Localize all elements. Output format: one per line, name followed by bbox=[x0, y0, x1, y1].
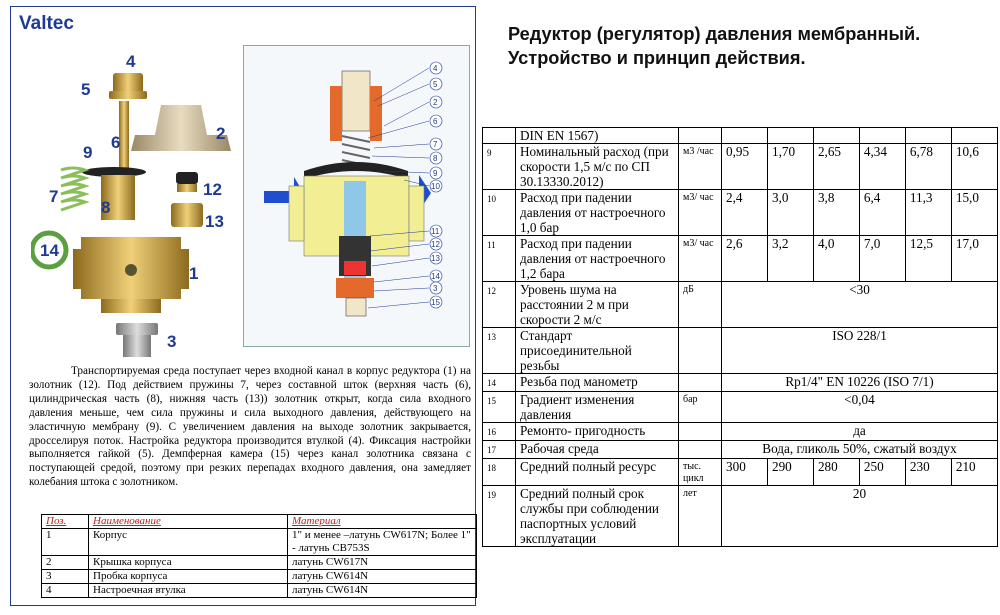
parts-table-row bbox=[42, 529, 477, 556]
spec-row-value: 300 bbox=[722, 459, 768, 486]
spec-row-name: Резьба под манометр bbox=[516, 374, 679, 392]
svg-text:14: 14 bbox=[40, 241, 59, 260]
brand-logo: Valtec bbox=[19, 13, 74, 34]
part-material: 1" и менее –латунь CW617N; Более 1" - латунь CB753S bbox=[288, 529, 477, 556]
spec-row-unit bbox=[679, 423, 722, 441]
svg-text:5: 5 bbox=[433, 80, 438, 89]
spring-section bbox=[342, 136, 370, 166]
spec-row-name: DIN EN 1567) bbox=[516, 128, 679, 144]
spec-row bbox=[483, 128, 998, 144]
svg-text:4: 4 bbox=[126, 52, 136, 71]
part-name: Крышка корпуса bbox=[89, 556, 288, 570]
title-line-1: Редуктор (регулятор) давления мембранный. bbox=[508, 24, 921, 44]
svg-text:7: 7 bbox=[433, 140, 438, 149]
spec-row-unit: бар bbox=[679, 392, 722, 423]
spec-row-value bbox=[951, 128, 997, 144]
spec-row-value: 12,5 bbox=[905, 236, 951, 282]
spec-row-unit: дБ bbox=[679, 282, 722, 328]
spec-row-value: 2,65 bbox=[813, 144, 859, 190]
header-name: Наименование bbox=[89, 515, 288, 529]
spec-row-number: 14 bbox=[483, 374, 516, 392]
part-pos: 3 bbox=[42, 570, 89, 584]
part-stem-13 bbox=[171, 203, 203, 227]
spec-row bbox=[483, 423, 998, 441]
spec-row-value: 10,6 bbox=[951, 144, 997, 190]
part-material: латунь CW614N bbox=[288, 570, 477, 584]
svg-text:11: 11 bbox=[431, 227, 440, 236]
spec-row-value: 3,0 bbox=[767, 190, 813, 236]
spec-row bbox=[483, 190, 998, 236]
svg-text:13: 13 bbox=[431, 254, 440, 263]
part-stem-6 bbox=[119, 101, 129, 171]
spec-row-value: 3,2 bbox=[767, 236, 813, 282]
spec-row-value bbox=[859, 128, 905, 144]
svg-text:4: 4 bbox=[433, 64, 438, 73]
spec-row-name: Ремонто- пригодность bbox=[516, 423, 679, 441]
part-spool-12 bbox=[176, 172, 198, 184]
svg-text:7: 7 bbox=[49, 187, 59, 206]
spec-row-value: 4,34 bbox=[859, 144, 905, 190]
exploded-parts-view bbox=[31, 45, 241, 365]
svg-text:1: 1 bbox=[189, 264, 199, 283]
svg-text:13: 13 bbox=[205, 212, 224, 231]
part-plug-3 bbox=[116, 323, 158, 335]
spec-row-value: ISO 228/1 bbox=[722, 328, 998, 374]
spec-row-value: <30 bbox=[722, 282, 998, 328]
spec-row-unit bbox=[679, 441, 722, 459]
svg-text:15: 15 bbox=[431, 298, 440, 307]
svg-text:8: 8 bbox=[101, 198, 111, 217]
spec-row-number: 12 bbox=[483, 282, 516, 328]
svg-text:5: 5 bbox=[81, 80, 91, 99]
spec-row bbox=[483, 441, 998, 459]
parts-table bbox=[41, 514, 477, 598]
svg-text:14: 14 bbox=[431, 272, 440, 281]
header-pos: Поз. bbox=[42, 515, 89, 529]
part-name: Пробка корпуса bbox=[89, 570, 288, 584]
title-line-2: Устройство и принцип действия. bbox=[508, 48, 806, 68]
spec-row-value: 0,95 bbox=[722, 144, 768, 190]
svg-text:3: 3 bbox=[167, 332, 177, 351]
spec-row bbox=[483, 392, 998, 423]
spec-row-unit bbox=[679, 374, 722, 392]
spec-row-unit: тыс. цикл bbox=[679, 459, 722, 486]
spec-row-unit: м3 /час bbox=[679, 144, 722, 190]
spec-row-unit bbox=[679, 128, 722, 144]
spec-row-value: 2,4 bbox=[722, 190, 768, 236]
spec-row bbox=[483, 144, 998, 190]
spec-row-name: Средний полный ресурс bbox=[516, 459, 679, 486]
spec-row-name: Средний полный срок службы при соблюдении паспортных условий эксплуатации bbox=[516, 486, 679, 547]
page-title bbox=[508, 22, 920, 70]
spec-row-value: 250 bbox=[859, 459, 905, 486]
left-panel bbox=[10, 6, 476, 606]
spec-row-value: 7,0 bbox=[859, 236, 905, 282]
part-pos: 1 bbox=[42, 529, 89, 556]
spec-row-name: Стандарт присоединительной резьбы bbox=[516, 328, 679, 374]
spec-row-unit bbox=[679, 328, 722, 374]
section-callouts bbox=[430, 62, 442, 308]
spec-row-value: 2,6 bbox=[722, 236, 768, 282]
svg-text:9: 9 bbox=[433, 169, 438, 178]
parts-table-row bbox=[42, 570, 477, 584]
spec-row-name: Градиент изменения давления bbox=[516, 392, 679, 423]
spec-row-value: Rp1/4" EN 10226 (ISO 7/1) bbox=[722, 374, 998, 392]
spec-row-name: Расход при падении давления от настроечного 1,0 бар bbox=[516, 190, 679, 236]
spec-row-value: 210 bbox=[951, 459, 997, 486]
svg-text:2: 2 bbox=[216, 124, 226, 143]
spec-row-name: Рабочая среда bbox=[516, 441, 679, 459]
part-pos: 4 bbox=[42, 584, 89, 598]
spec-row-unit: лет bbox=[679, 486, 722, 547]
spec-row bbox=[483, 328, 998, 374]
part-spring-7 bbox=[61, 168, 85, 210]
spec-row bbox=[483, 236, 998, 282]
spec-row-number: 18 bbox=[483, 459, 516, 486]
svg-text:2: 2 bbox=[433, 98, 438, 107]
spec-row-number: 19 bbox=[483, 486, 516, 547]
spec-row-number: 16 bbox=[483, 423, 516, 441]
svg-text:6: 6 bbox=[433, 117, 438, 126]
spec-row bbox=[483, 486, 998, 547]
spec-row-value: 3,8 bbox=[813, 190, 859, 236]
spec-row-value: 20 bbox=[722, 486, 998, 547]
spec-row-value bbox=[905, 128, 951, 144]
part-name: Корпус bbox=[89, 529, 288, 556]
spec-row bbox=[483, 282, 998, 328]
part-material: латунь CW617N bbox=[288, 556, 477, 570]
parts-table-header bbox=[42, 515, 477, 529]
spec-row-value bbox=[813, 128, 859, 144]
spec-row-number: 11 bbox=[483, 236, 516, 282]
spec-row-number: 13 bbox=[483, 328, 516, 374]
spec-row-value: 17,0 bbox=[951, 236, 997, 282]
parts-table-row bbox=[42, 584, 477, 598]
part-material: латунь CW614N bbox=[288, 584, 477, 598]
spec-row-value: 290 bbox=[767, 459, 813, 486]
svg-text:12: 12 bbox=[431, 240, 440, 249]
spec-row-number: 10 bbox=[483, 190, 516, 236]
svg-text:3: 3 bbox=[433, 284, 438, 293]
part-nut-4 bbox=[113, 73, 143, 93]
spec-row-number: 9 bbox=[483, 144, 516, 190]
spec-row-unit: м3/ час bbox=[679, 236, 722, 282]
cross-section-diagram bbox=[243, 45, 470, 347]
spec-row-value: да bbox=[722, 423, 998, 441]
svg-text:10: 10 bbox=[431, 182, 440, 191]
spec-row-value: 11,3 bbox=[905, 190, 951, 236]
spec-row-number: 15 bbox=[483, 392, 516, 423]
spec-row-value: 280 bbox=[813, 459, 859, 486]
spec-table bbox=[482, 127, 998, 547]
description-text: Транспортируемая среда поступает через входной канал в корпус редуктора (1) на золотник (12). Под действием пружины 7, через составной шток (верхняя часть (6), цилиндрическая часть (8), нижняя часть (13)) золотник открыт, когда сила входного давления меньше, чем сила пружины и сила выходного давления, действующего на эластичную мембрану (9). С увеличением давления на выходе золотник закрывается, дросселируя поток. Настройка редуктора производится втулкой (4). Фиксация настройки выполняется гайкой (5). Демпферная камера (15) через канал золотника связана с поступающей средой, поэтому при резких перепадах входного давления, она замедляет колебания штока с золотником. bbox=[29, 365, 471, 489]
spec-row-value: 6,4 bbox=[859, 190, 905, 236]
spec-row-value: 1,70 bbox=[767, 144, 813, 190]
spec-row-value: Вода, гликоль 50%, сжатый воздух bbox=[722, 441, 998, 459]
spec-row bbox=[483, 459, 998, 486]
spec-row-number: 17 bbox=[483, 441, 516, 459]
svg-text:8: 8 bbox=[433, 154, 438, 163]
part-pos: 2 bbox=[42, 556, 89, 570]
spec-row-value: 6,78 bbox=[905, 144, 951, 190]
svg-text:6: 6 bbox=[111, 133, 121, 152]
svg-text:9: 9 bbox=[83, 143, 93, 162]
spec-row-name: Расход при падении давления от настроечного 1,2 бара bbox=[516, 236, 679, 282]
spec-row bbox=[483, 374, 998, 392]
spec-row-value: <0,04 bbox=[722, 392, 998, 423]
header-material: Материал bbox=[288, 515, 477, 529]
spec-row-value bbox=[722, 128, 768, 144]
part-nut-5 bbox=[109, 91, 147, 99]
spec-row-name: Номинальный расход (при скорости 1,5 м/с по СП 30.13330.2012) bbox=[516, 144, 679, 190]
spec-row-value bbox=[767, 128, 813, 144]
spec-row-value: 15,0 bbox=[951, 190, 997, 236]
spec-row-value: 230 bbox=[905, 459, 951, 486]
spec-row-unit: м3/ час bbox=[679, 190, 722, 236]
svg-text:12: 12 bbox=[203, 180, 222, 199]
part-name: Настроечная втулка bbox=[89, 584, 288, 598]
parts-table-row bbox=[42, 556, 477, 570]
spec-row-name: Уровень шума на расстоянии 2 м при скорости 2 м/с bbox=[516, 282, 679, 328]
spec-row-value: 4,0 bbox=[813, 236, 859, 282]
spec-row-number bbox=[483, 128, 516, 144]
